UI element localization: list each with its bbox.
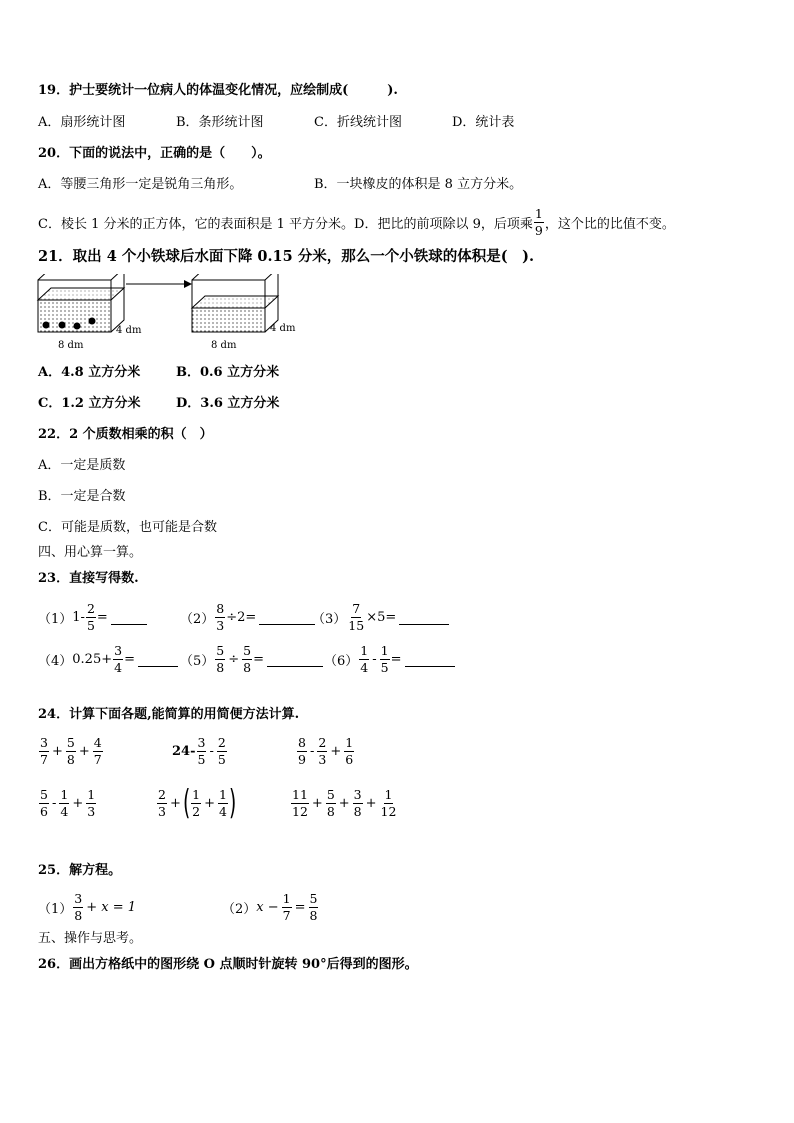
section-4-title: 四、用心算一算。	[38, 545, 143, 560]
q20-option-a: A．等腰三角形一定是锐角三角形。	[38, 177, 243, 192]
q24-expr-3: $\frac{8}{9}$ - $\frac{2}{3}$ + $\frac{1}{6}$	[298, 734, 354, 767]
q19-option-d: D．统计表	[452, 115, 515, 130]
answer-blank[interactable]	[138, 652, 178, 667]
iron-ball	[74, 323, 81, 330]
q23-item-5: （5） $\frac{5}{8}$ ÷ $\frac{5}{8}$ =	[180, 639, 323, 679]
q24-expr-2: 24- $\frac{3}{5}$ - $\frac{2}{5}$	[172, 734, 226, 767]
iron-ball	[89, 318, 96, 325]
q23-item-1: （1） 1- $\frac{2}{5}$ =	[38, 597, 147, 637]
q21-option-a: A．4.8 立方分米	[38, 365, 141, 380]
q23-item-4: （4） 0.25+ $\frac{3}{4}$ =	[38, 639, 178, 679]
answer-blank[interactable]	[399, 610, 449, 625]
q19-option-a: A．扇形统计图	[38, 115, 126, 130]
answer-blank[interactable]	[267, 652, 323, 667]
q23-item-2: （2） $\frac{8}{3}$ ÷2=	[180, 597, 315, 637]
q24-expr-6: $\frac{11}{12}$ + $\frac{5}{8}$ + $\frac{3}{8}$ + $\frac{1}{12}$	[292, 786, 397, 819]
q23-item-3: （3） $\frac{7}{15}$ ×5=	[312, 597, 449, 637]
q21-text: 21．取出 4 个小铁球后水面下降 0.15 分米，那么一个小铁球的体积是( ).	[38, 248, 535, 265]
q19-option-b: B．条形统计图	[176, 115, 264, 130]
depth-label-right: 4 dm	[270, 323, 296, 334]
q25-equation-1: （1） $\frac{3}{8}$ + x = 1	[38, 890, 137, 923]
q19-text: 19．护士要统计一位病人的体温变化情况，应绘制成( ).	[38, 83, 398, 98]
q24-text: 24．计算下面各题,能简算的用简便方法计算.	[38, 707, 300, 722]
q19-option-c: C．折线统计图	[314, 115, 402, 130]
section-5-title: 五、操作与思考。	[38, 931, 143, 946]
q20-option-cd	[38, 202, 675, 242]
answer-blank[interactable]	[405, 652, 455, 667]
q22-option-b: B．一定是合数	[38, 489, 126, 504]
depth-label-left: 4 dm	[116, 325, 142, 336]
q26-text: 26．画出方格纸中的图形绕 O 点顺时针旋转 90°后得到的图形。	[38, 957, 418, 972]
iron-ball	[59, 322, 66, 329]
q20-option-cd-left: C．棱长 1 分米的正方体，它的表面积是 1 平方分米。D．把比的前项除以 9，后项乘	[38, 216, 533, 232]
length-label-right: 8 dm	[211, 340, 237, 351]
q22-option-c: C．可能是质数，也可能是合数	[38, 520, 217, 535]
q20-option-cd-right: ，这个比的比值不变。	[544, 216, 675, 232]
q20-text: 20．下面的说法中，正确的是（ ）。	[38, 146, 271, 161]
q24-expr-1: $\frac{3}{7}$ + $\frac{5}{8}$ + $\frac{4}{7}$	[40, 734, 102, 767]
length-label-left: 8 dm	[58, 340, 84, 351]
q24-expr-5: $\frac{2}{3}$ + ( $\frac{1}{2}$ + $\frac{1}{4}$ )	[158, 783, 237, 823]
q21-option-d: D．3.6 立方分米	[176, 396, 280, 411]
q24-expr-4: $\frac{5}{6}$ - $\frac{1}{4}$ + $\frac{1}{3}$	[40, 786, 96, 819]
q21-option-b: B．0.6 立方分米	[176, 365, 280, 380]
q25-equation-2: （2） x − $\frac{1}{7}$ = $\frac{5}{8}$	[222, 890, 318, 923]
answer-blank[interactable]	[259, 610, 315, 625]
q21-option-c: C．1.2 立方分米	[38, 396, 141, 411]
iron-ball	[43, 322, 50, 329]
tank-before	[38, 274, 142, 351]
tank-after	[192, 274, 296, 351]
q22-text: 22．2 个质数相乘的积（ ）	[38, 427, 213, 442]
q22-option-a: A．一定是质数	[38, 458, 126, 473]
q25-text: 25．解方程。	[38, 863, 122, 878]
q21-tank-diagram	[32, 274, 312, 354]
q23-text: 23．直接写得数.	[38, 571, 139, 586]
q20-fraction: $\frac{1}{9}$	[534, 205, 543, 238]
q23-item-6: （6） $\frac{1}{4}$ - $\frac{1}{5}$ =	[324, 639, 455, 679]
q20-option-b: B．一块橡皮的体积是 8 立方分米。	[314, 177, 523, 192]
answer-blank[interactable]	[111, 610, 147, 625]
